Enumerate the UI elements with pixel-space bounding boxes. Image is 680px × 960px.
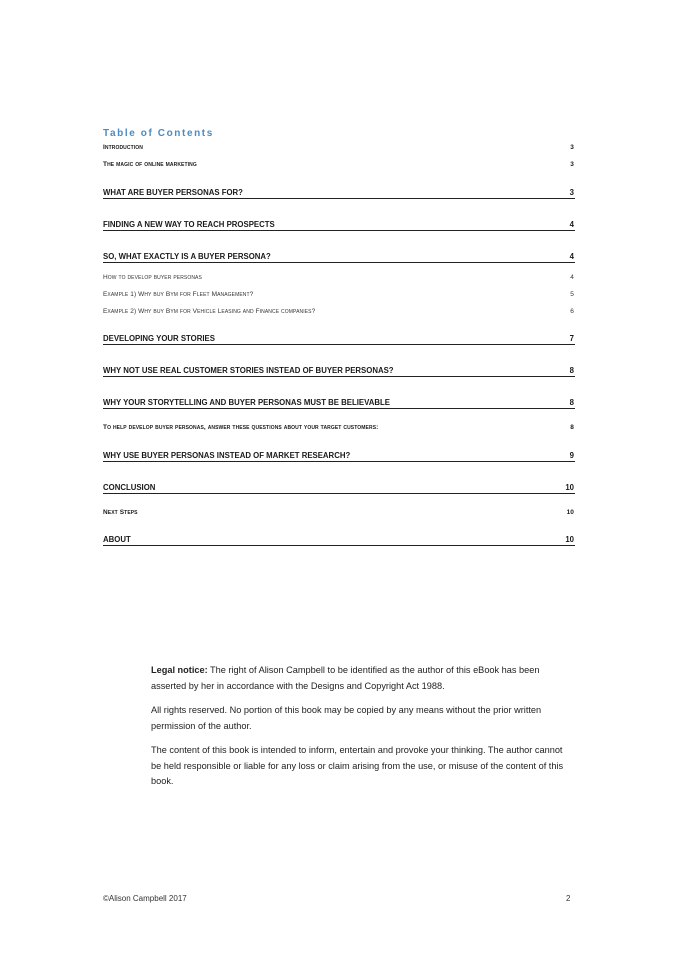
toc-entry-page: 10 [565,535,574,544]
toc-entry-title: WHY USE BUYER PERSONAS INSTEAD OF MARKET RESEARCH? [103,451,351,460]
toc-entry-page: 10 [565,483,574,492]
toc-entry-title: WHY YOUR STORYTELLING AND BUYER PERSONAS MUST BE BELIEVABLE [103,398,390,407]
toc-entry-title: Next Steps [103,509,138,516]
toc-entry-page: 3 [570,161,574,168]
footer-page-number: 2 [566,894,571,903]
legal-paragraph-1 [151,663,569,694]
toc-entry-title: Introduction [103,144,143,151]
toc-entry-title: The magic of online marketing [103,161,197,168]
toc-entry-title: CONCLUSION [103,483,156,492]
toc-entry[interactable] [103,187,575,199]
toc-heading: Table of Contents [103,128,214,139]
toc-entry[interactable] [103,290,575,299]
toc-entry[interactable] [103,534,575,546]
footer-copyright: ©Alison Campbell 2017 [103,894,187,903]
toc-entry[interactable] [103,333,575,345]
toc-entry[interactable] [103,251,575,263]
toc-entry[interactable] [103,450,575,462]
toc-entry[interactable] [103,219,575,231]
toc-entry-title: To help develop buyer personas, answer these questions about your target customers: [103,424,379,431]
toc-entry-title: SO, WHAT EXACTLY IS A BUYER PERSONA? [103,252,271,261]
toc-entry-page: 8 [569,398,574,407]
toc-entry[interactable] [103,423,575,432]
toc-entry-title: Example 2) Why buy Bym for Vehicle Leasing and Finance companies? [103,308,316,315]
toc-entry-title: ABOUT [103,535,131,544]
toc-entry-title: WHY NOT USE REAL CUSTOMER STORIES INSTEAD OF BUYER PERSONAS? [103,366,394,375]
legal-notice-text: The right of Alison Campbell to be identified as the author of this eBook has been asserted by her in accordance with the Designs and Copyright Act 1988. [151,665,540,691]
toc-entry-page: 4 [569,220,574,229]
legal-paragraph-3: The content of this book is intended to inform, entertain and provoke your thinking. The author cannot be held responsible or liable for any loss or claim arising from the use, or misuse of the content of this book. [151,745,564,786]
toc-entry-page: 10 [566,509,574,516]
toc-entry-page: 4 [570,274,574,281]
legal-paragraph-2: All rights reserved. No portion of this book may be copied by any means without the prior written permission of the author. [151,705,542,731]
toc-entry[interactable] [103,508,575,517]
legal-notice-label: Legal notice: [151,665,208,675]
toc-entry[interactable] [103,273,575,282]
toc-entry[interactable] [103,482,575,494]
toc-entry-page: 4 [569,252,574,261]
toc-entry-page: 7 [569,334,574,343]
toc-entry[interactable] [103,365,575,377]
toc-entry-title: FINDING A NEW WAY TO REACH PROSPECTS [103,220,275,229]
table-of-contents [103,128,575,546]
toc-entry[interactable] [103,397,575,409]
toc-entry-page: 6 [570,308,574,315]
toc-entry-page: 8 [569,366,574,375]
legal-notice [151,663,569,799]
toc-entry-page: 5 [570,291,574,298]
toc-entry[interactable] [103,143,575,152]
toc-entry-page: 8 [570,424,574,431]
toc-entry[interactable] [103,160,575,169]
toc-entry-page: 3 [570,144,574,151]
toc-entry-page: 9 [569,451,574,460]
toc-entry-title: DEVELOPING YOUR STORIES [103,334,215,343]
toc-entry-title: How to develop buyer personas [103,274,202,281]
toc-entry-page: 3 [569,188,574,197]
toc-entry[interactable] [103,307,575,316]
toc-entry-title: Example 1) Why buy Bym for Fleet Management? [103,291,254,298]
toc-entry-title: WHAT ARE BUYER PERSONAS FOR? [103,188,243,197]
